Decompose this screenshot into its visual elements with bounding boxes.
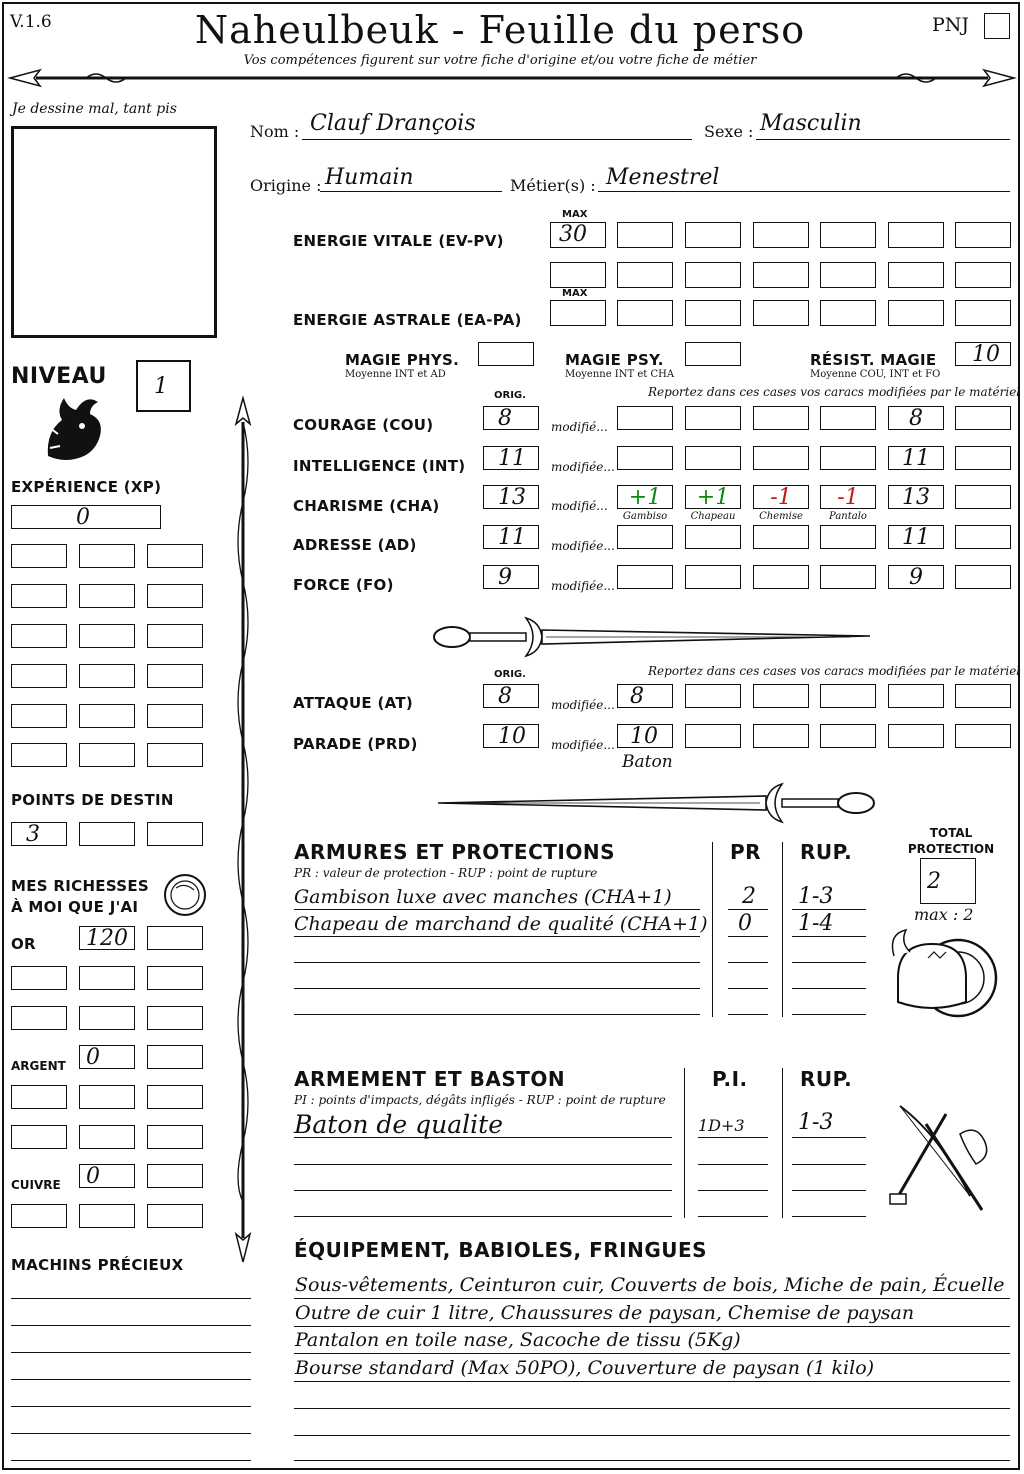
total-protection-box[interactable]: 2 [920, 858, 976, 904]
equipment-line [294, 1381, 1010, 1382]
origine-label: Origine : [250, 176, 322, 195]
resist-magie-label: RÉSIST. MAGIE [810, 351, 937, 369]
parade-mod-box[interactable] [820, 724, 876, 748]
cha-mod-box[interactable]: -1 [820, 485, 876, 509]
ea-box[interactable] [955, 300, 1011, 326]
version-label: V.1.6 [10, 12, 52, 32]
magie-phys-note: Moyenne INT et AD [345, 369, 446, 380]
cha-mod-box[interactable]: +1 [685, 485, 741, 509]
cou-orig-box[interactable]: 8 [483, 406, 539, 430]
xp-box[interactable] [147, 743, 203, 767]
or-box[interactable] [11, 966, 67, 990]
xp-box[interactable] [147, 624, 203, 648]
niveau-box[interactable]: 1 [136, 360, 191, 412]
fo-mod-box[interactable] [955, 565, 1011, 589]
ev-box[interactable] [888, 262, 944, 288]
equipment-line[interactable] [294, 1460, 1010, 1461]
equipment-title: ÉQUIPEMENT, BABIOLES, FRINGUES [294, 1238, 708, 1262]
destin-label: POINTS DE DESTIN [11, 791, 174, 809]
weapon-line[interactable] [792, 1164, 866, 1165]
or-box[interactable]: 120 [79, 926, 135, 950]
cha-label: CHARISME (CHA) [293, 497, 440, 515]
cou-mod-box[interactable]: 8 [888, 406, 944, 430]
sexe-underline [756, 139, 1010, 140]
spear-divider-icon [6, 66, 1018, 90]
armor-line [294, 936, 700, 937]
total-protection-label-1: TOTAL [929, 826, 973, 840]
attaque-modifie-label: modifiée... [551, 698, 615, 712]
parade-mod-box[interactable] [753, 724, 809, 748]
attaque-mod-box[interactable] [685, 684, 741, 708]
ea-box[interactable] [820, 300, 876, 326]
ev-box[interactable] [617, 262, 673, 288]
resist-magie-box[interactable]: 10 [955, 342, 1011, 366]
magie-phys-label: MAGIE PHYS. [345, 351, 460, 369]
weapons-crossed-icon [886, 1094, 1010, 1218]
fo-mod-box[interactable] [685, 565, 741, 589]
destin-box[interactable]: 3 [11, 822, 67, 846]
weapon-line[interactable] [792, 1190, 866, 1191]
destin-box[interactable] [147, 822, 203, 846]
ea-label: ENERGIE ASTRALE (EA-PA) [293, 311, 522, 329]
origine-value[interactable]: Humain [325, 165, 414, 190]
fo-mod-box[interactable] [617, 565, 673, 589]
ad-mod-box[interactable] [753, 525, 809, 549]
parade-caption: Baton [622, 752, 673, 772]
cuivre-label: CUIVRE [11, 1178, 61, 1192]
xp-box[interactable] [147, 664, 203, 688]
xp-box[interactable] [11, 544, 67, 568]
vertical-spear-icon [226, 396, 260, 1266]
ea-box[interactable] [888, 300, 944, 326]
parade-modifie-label: modifiée... [551, 738, 615, 752]
ev-box[interactable] [955, 262, 1011, 288]
cuivre-box[interactable]: 0 [79, 1164, 135, 1188]
parade-mod-box[interactable] [685, 724, 741, 748]
attaque-mod-box[interactable] [955, 684, 1011, 708]
cha-mod-box[interactable]: 13 [888, 485, 944, 509]
equipment-line-text[interactable]: Sous-vêtements, Ceinturon cuir, Couverts de bois, Miche de pain, Écuelle [295, 1274, 1005, 1296]
magie-psy-label: MAGIE PSY. [565, 351, 664, 369]
fo-label: FORCE (FO) [293, 576, 394, 594]
armor-item-rup[interactable]: 1-4 [798, 911, 834, 936]
armor-item-pr[interactable]: 0 [738, 911, 752, 936]
equipment-line [294, 1326, 1010, 1327]
armor-line [792, 909, 866, 910]
weapon-line[interactable] [294, 1190, 672, 1191]
armor-line [728, 936, 768, 937]
cou-modifie-label: modifié... [551, 420, 608, 434]
sexe-label: Sexe : [704, 122, 754, 141]
attaque-mod-box[interactable] [753, 684, 809, 708]
richesses-title-2: À MOI QUE J'AI [11, 898, 139, 916]
coin-icon [162, 872, 208, 918]
argent-box[interactable] [11, 1085, 67, 1109]
portrait-box[interactable] [11, 126, 217, 338]
equipment-line [294, 1298, 1010, 1299]
cha-mod-box[interactable]: +1 [617, 485, 673, 509]
xp-box[interactable] [11, 624, 67, 648]
or-box[interactable] [79, 966, 135, 990]
xp-box[interactable] [79, 624, 135, 648]
ea-box[interactable] [685, 300, 741, 326]
xp-box[interactable] [147, 584, 203, 608]
armor-title: ARMURES ET PROTECTIONS [294, 840, 615, 864]
int-mod-box[interactable]: 11 [888, 446, 944, 470]
weapon-line [698, 1137, 768, 1138]
caracs-orig-label: ORIG. [494, 390, 526, 401]
xp-box[interactable] [79, 584, 135, 608]
precieux-line[interactable] [11, 1379, 251, 1380]
cou-mod-box[interactable] [685, 406, 741, 430]
magie-psy-box[interactable] [685, 342, 741, 366]
ad-mod-box[interactable] [617, 525, 673, 549]
int-mod-box[interactable] [685, 446, 741, 470]
cuivre-box[interactable] [79, 1204, 135, 1228]
cou-mod-box[interactable] [617, 406, 673, 430]
equipment-line-text[interactable]: Outre de cuir 1 litre, Chaussures de paysan, Chemise de paysan [295, 1302, 915, 1324]
armor-line [728, 909, 768, 910]
armor-line[interactable] [294, 988, 700, 989]
magie-phys-box[interactable] [478, 342, 534, 366]
armor-col-divider [712, 842, 713, 1017]
argent-label: ARGENT [11, 1059, 66, 1073]
ea-box[interactable] [753, 300, 809, 326]
cha-mod-caption: Pantalo [829, 511, 867, 522]
metier-label: Métier(s) : [510, 176, 596, 195]
weapon-item-rup[interactable]: 1-3 [798, 1110, 834, 1135]
int-orig-box[interactable]: 11 [483, 446, 539, 470]
magie-psy-note: Moyenne INT et CHA [565, 369, 675, 380]
cha-mod-box[interactable] [955, 485, 1011, 509]
argent-box[interactable] [11, 1125, 67, 1149]
xp-box[interactable] [11, 743, 67, 767]
dragon-icon [40, 394, 106, 464]
nom-value[interactable]: Clauf Drançois [310, 111, 476, 136]
argent-box[interactable] [147, 1125, 203, 1149]
cha-orig-box[interactable]: 13 [483, 485, 539, 509]
resist-magie-note: Moyenne COU, INT et FO [810, 369, 941, 380]
int-modifie-label: modifiée... [551, 460, 615, 474]
fo-mod-box[interactable] [820, 565, 876, 589]
fo-mod-box[interactable] [753, 565, 809, 589]
or-box[interactable] [79, 1006, 135, 1030]
argent-box[interactable] [79, 1085, 135, 1109]
armor-pr-header: PR [730, 840, 762, 864]
nom-label: Nom : [250, 122, 300, 141]
precieux-line[interactable] [11, 1325, 251, 1326]
armor-line [294, 909, 700, 910]
weapon-line [294, 1137, 672, 1138]
cou-mod-box[interactable] [753, 406, 809, 430]
parade-mod-box[interactable] [888, 724, 944, 748]
xp-box[interactable] [79, 544, 135, 568]
weapon-line[interactable] [698, 1164, 768, 1165]
xp-box[interactable] [147, 704, 203, 728]
ad-mod-box[interactable]: 11 [888, 525, 944, 549]
argent-box[interactable]: 0 [79, 1045, 135, 1069]
armor-line[interactable] [728, 1014, 768, 1015]
helmet-shield-icon [888, 926, 1000, 1026]
page-subtitle: Vos compétences figurent sur votre fiche d'origine et/ou votre fiche de métier [243, 53, 757, 68]
attaque-mod-box[interactable] [888, 684, 944, 708]
cuivre-box[interactable] [11, 1204, 67, 1228]
cou-label: COURAGE (COU) [293, 416, 434, 434]
ea-box[interactable] [617, 300, 673, 326]
weapon-item-name[interactable]: Baton de qualite [294, 1110, 504, 1139]
metier-value[interactable]: Menestrel [606, 165, 720, 190]
weapons-note: PI : points d'impacts, dégâts infligés - RUP : point de rupture [294, 1093, 666, 1107]
weapons-pi-header: P.I. [712, 1067, 748, 1091]
ad-mod-box[interactable] [955, 525, 1011, 549]
argent-box[interactable] [147, 1085, 203, 1109]
cou-mod-box[interactable] [820, 406, 876, 430]
weapons-col-divider [684, 1068, 685, 1218]
xp-box[interactable] [11, 664, 67, 688]
xp-label: EXPÉRIENCE (XP) [11, 478, 162, 496]
attaque-mod-box[interactable] [820, 684, 876, 708]
destin-box[interactable] [79, 822, 135, 846]
equipment-line[interactable] [294, 1408, 1010, 1409]
machins-precieux-label: MACHINS PRÉCIEUX [11, 1256, 184, 1274]
or-box[interactable] [147, 926, 203, 950]
parade-mod-box[interactable]: 10 [617, 724, 673, 748]
ad-orig-box[interactable]: 11 [483, 525, 539, 549]
total-protection-label-2: PROTECTION [907, 842, 995, 856]
equipment-line-text[interactable]: Bourse standard (Max 50PO), Couverture de paysan (1 kilo) [295, 1357, 875, 1379]
int-mod-box[interactable] [955, 446, 1011, 470]
ev-box[interactable] [685, 262, 741, 288]
ad-mod-box[interactable] [820, 525, 876, 549]
page-title: Naheulbeuk - Feuille du perso [194, 8, 806, 52]
ev-box[interactable] [617, 222, 673, 248]
parade-mod-box[interactable] [955, 724, 1011, 748]
or-label: OR [11, 935, 36, 953]
combat-orig-label: ORIG. [494, 669, 526, 680]
weapon-line[interactable] [294, 1216, 672, 1217]
or-box[interactable] [147, 966, 203, 990]
fo-orig-box[interactable]: 9 [483, 565, 539, 589]
weapons-rup-header: RUP. [800, 1067, 853, 1091]
sword-icon [430, 612, 880, 662]
cou-mod-box[interactable] [955, 406, 1011, 430]
equipment-line [294, 1353, 1010, 1354]
attaque-mod-box[interactable]: 8 [617, 684, 673, 708]
or-box[interactable] [147, 1006, 203, 1030]
ev-box[interactable] [550, 262, 606, 288]
xp-box[interactable] [79, 704, 135, 728]
weapon-line[interactable] [294, 1164, 672, 1165]
precieux-line [11, 1460, 251, 1461]
ev-box[interactable] [955, 222, 1011, 248]
nom-underline [302, 139, 692, 140]
attaque-label: ATTAQUE (AT) [293, 694, 414, 712]
ev-max-label: MAX [562, 209, 588, 220]
argent-box[interactable] [147, 1045, 203, 1069]
ad-label: ADRESSE (AD) [293, 536, 417, 554]
caracs-report-note: Reportez dans ces cases vos caracs modifiées par le matériel [648, 385, 1021, 399]
equipment-line[interactable] [294, 1435, 1010, 1436]
sexe-value[interactable]: Masculin [760, 111, 862, 136]
xp-total-box[interactable]: 0 [11, 505, 161, 529]
int-mod-box[interactable] [617, 446, 673, 470]
armor-line[interactable] [792, 1014, 866, 1015]
armor-item-name[interactable]: Gambison luxe avec manches (CHA+1) [294, 886, 672, 908]
cha-mod-caption: Chemise [759, 511, 803, 522]
armor-line[interactable] [294, 1014, 700, 1015]
metier-underline [598, 191, 1010, 192]
armor-item-rup[interactable]: 1-3 [798, 884, 834, 909]
origine-underline [320, 191, 502, 192]
sword-icon [430, 778, 880, 828]
weapon-line[interactable] [698, 1216, 768, 1217]
weapon-line [792, 1137, 866, 1138]
armor-col-divider [782, 842, 783, 1017]
precieux-line[interactable] [11, 1433, 251, 1434]
weapon-item-pi[interactable]: 1D+3 [698, 1116, 745, 1135]
armor-line [792, 936, 866, 937]
parade-orig-box[interactable]: 10 [483, 724, 539, 748]
ev-label: ENERGIE VITALE (EV-PV) [293, 232, 504, 250]
combat-report-note: Reportez dans ces cases vos caracs modifiées par le matériel [648, 664, 1021, 678]
ev-box[interactable] [820, 262, 876, 288]
total-protection-max: max : 2 [914, 905, 974, 924]
precieux-line[interactable] [11, 1352, 251, 1353]
weapons-col-divider [782, 1068, 783, 1218]
xp-box[interactable] [147, 544, 203, 568]
cha-mod-box[interactable]: -1 [753, 485, 809, 509]
fo-modifie-label: modifiée... [551, 579, 615, 593]
pnj-label: PNJ [932, 14, 970, 36]
parade-label: PARADE (PRD) [293, 735, 418, 753]
ev-box[interactable] [685, 222, 741, 248]
argent-box[interactable] [79, 1125, 135, 1149]
xp-box[interactable] [11, 704, 67, 728]
niveau-label: NIVEAU [11, 364, 107, 389]
ev-box[interactable] [753, 222, 809, 248]
cha-mod-caption: Gambiso [622, 511, 668, 522]
armor-line[interactable] [792, 962, 866, 963]
ev-box[interactable] [753, 262, 809, 288]
ad-mod-box[interactable] [685, 525, 741, 549]
pnj-checkbox[interactable] [984, 13, 1010, 39]
weapon-line[interactable] [698, 1190, 768, 1191]
ea-max-label: MAX [562, 288, 588, 299]
armor-line[interactable] [728, 988, 768, 989]
armor-note: PR : valeur de protection - RUP : point de rupture [294, 866, 598, 880]
attaque-orig-box[interactable]: 8 [483, 684, 539, 708]
armor-rup-header: RUP. [800, 840, 853, 864]
equipment-line-text[interactable]: Pantalon en toile nase, Sacoche de tissu (5Kg) [295, 1329, 741, 1351]
cuivre-box[interactable] [147, 1204, 203, 1228]
ea-max-box[interactable] [550, 300, 606, 326]
xp-box[interactable] [11, 584, 67, 608]
precieux-line[interactable] [11, 1406, 251, 1407]
fo-mod-box[interactable]: 9 [888, 565, 944, 589]
armor-line[interactable] [728, 962, 768, 963]
int-label: INTELLIGENCE (INT) [293, 457, 466, 475]
portrait-caption: Je dessine mal, tant pis [12, 101, 177, 117]
armor-line[interactable] [792, 988, 866, 989]
ev-max-box[interactable]: 30 [550, 222, 606, 248]
precieux-line[interactable] [11, 1298, 251, 1299]
ev-box[interactable] [888, 222, 944, 248]
cuivre-box[interactable] [147, 1164, 203, 1188]
armor-item-pr[interactable]: 2 [742, 884, 756, 909]
int-mod-box[interactable] [820, 446, 876, 470]
richesses-title-1: MES RICHESSES [11, 877, 150, 895]
armor-item-name[interactable]: Chapeau de marchand de qualité (CHA+1) [294, 913, 708, 935]
weapon-line[interactable] [792, 1216, 866, 1217]
ad-modifie-label: modifiée... [551, 539, 615, 553]
xp-box[interactable] [79, 743, 135, 767]
armor-line[interactable] [294, 962, 700, 963]
cha-mod-caption: Chapeau [690, 511, 736, 522]
int-mod-box[interactable] [753, 446, 809, 470]
cha-modifie-label: modifié... [551, 499, 608, 513]
or-box[interactable] [11, 1006, 67, 1030]
weapons-title: ARMEMENT ET BASTON [294, 1067, 566, 1091]
xp-box[interactable] [79, 664, 135, 688]
ev-box[interactable] [820, 222, 876, 248]
